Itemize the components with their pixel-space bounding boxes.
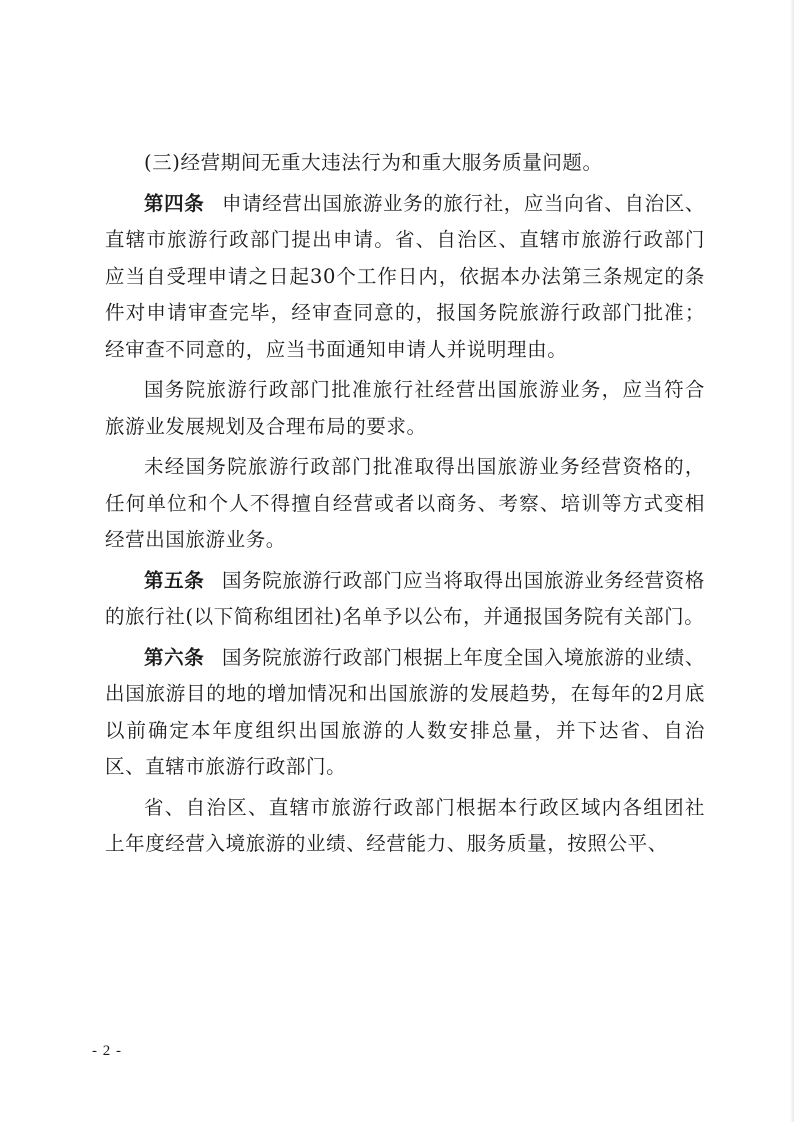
article-4-paragraph <box>105 186 705 369</box>
page-number: - 2 - <box>92 1043 122 1059</box>
paragraph-text: 国务院旅游行政部门批准旅行社经营出国旅游业务，应当符合旅游业发展规划及合理布局的要求。 <box>105 378 705 438</box>
paragraph-text: 省、自治区、直辖市旅游行政部门根据本行政区域内各组团社上年度经营入境旅游的业绩、经营能力、服务质量，按照公平、 <box>105 795 705 855</box>
body-text <box>105 145 705 867</box>
article-label: 第六条 <box>144 645 205 669</box>
paragraph-text: 国务院旅游行政部门应当将取得出国旅游业务经营资格的旅行社(以下简称组团社)名单予以公布，并通报国务院有关部门。 <box>105 568 705 628</box>
article-6-paragraph <box>105 640 705 786</box>
paragraph-text: 申请经营出国旅游业务的旅行社，应当向省、自治区、直辖市旅游行政部门提出申请。省、自治区、直辖市旅游行政部门应当自受理申请之日起30个工作日内，依据本办法第三条规定的条件对申请审查完毕，经审查同意的，报国务院旅游行政部门批准；经审查不同意的，应当书面通知申请人并说明理由。 <box>105 191 705 361</box>
paragraph-text: (三)经营期间无重大违法行为和重大服务质量问题。 <box>144 151 603 174</box>
quota-allocation-paragraph <box>105 790 705 863</box>
paragraph-text: 国务院旅游行政部门根据上年度全国入境旅游的业绩、出国旅游目的地的增加情况和出国旅游的发展趋势，在每年的2月底以前确定本年度组织出国旅游的人数安排总量，并下达省、自治区、直辖市旅游行政部门。 <box>105 645 705 778</box>
article-label: 第四条 <box>144 191 205 215</box>
article-label: 第五条 <box>144 568 205 592</box>
paragraph-text: 未经国务院旅游行政部门批准取得出国旅游业务经营资格的，任何单位和个人不得擅自经营或者以商务、考察、培训等方式变相经营出国旅游业务。 <box>105 455 705 551</box>
paragraph-item-3 <box>105 145 705 182</box>
article-5-paragraph <box>105 563 705 636</box>
scan-edge <box>790 0 794 1122</box>
approval-paragraph <box>105 372 705 445</box>
prohibition-paragraph <box>105 449 705 559</box>
